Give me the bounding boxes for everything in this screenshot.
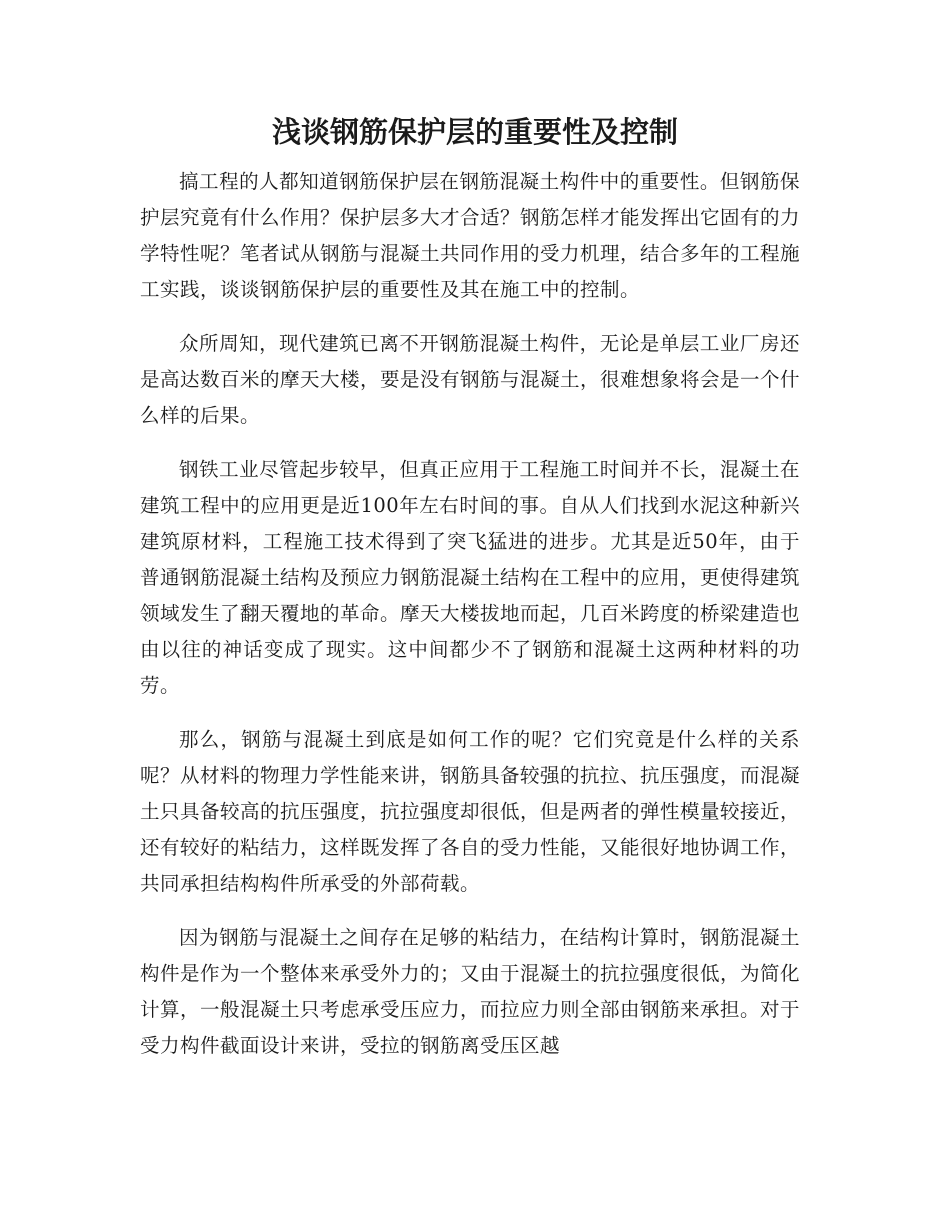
paragraph-3: 钢铁工业尽管起步较早，但真正应用于工程施工时间并不长，混凝土在建筑工程中的应用更是近100年左右时间的事。自从人们找到水泥这种新兴建筑原材料，工程施工技术得到了突飞猛进的进步。尤其是近50年，由于普通钢筋混凝土结构及预应力钢筋混凝土结构在工程中的应用，更使得建筑领域发生了翻天覆地的革命。摩天大楼拔地而起，几百米跨度的桥梁建造也由以往的神话变成了现实。这中间都少不了钢筋和混凝土这两种材料的功劳。 [140,458,801,697]
paragraph-5: 因为钢筋与混凝土之间存在足够的粘结力，在结构计算时，钢筋混凝土构件是作为一个整体来承受外力的；又由于混凝土的抗拉强度很低，为简化计算，一般混凝土只考虑承受压应力，而拉应力则全部由钢筋来承担。对于受力构件截面设计来讲，受拉的钢筋离受压区越 [140,926,801,1057]
paragraph-1: 搞工程的人都知道钢筋保护层在钢筋混凝土构件中的重要性。但钢筋保护层究竟有什么作用？保护层多大才合适？钢筋怎样才能发挥出它固有的力学特性呢？笔者试从钢筋与混凝土共同作用的受力机理，结合多年的工程施工实践，谈谈钢筋保护层的重要性及其在施工中的控制。 [140,170,801,301]
paragraph-4: 那么，钢筋与混凝土到底是如何工作的呢？它们究竟是什么样的关系呢？从材料的物理力学性能来讲，钢筋具备较强的抗拉、抗压强度，而混凝土只具备较高的抗压强度，抗拉强度却很低，但是两者的弹性模量较接近，还有较好的粘结力，这样既发挥了各自的受力性能，又能很好地协调工作，共同承担结构构件所承受的外部荷载。 [140,728,801,895]
document-title: 浅谈钢筋保护层的重要性及控制 [271,115,678,149]
paragraph-2: 众所周知，现代建筑已离不开钢筋混凝土构件，无论是单层工业厂房还是高达数百米的摩天大楼，要是没有钢筋与混凝土，很难想象将会是一个什么样的后果。 [140,332,801,427]
document-body [140,164,800,1082]
